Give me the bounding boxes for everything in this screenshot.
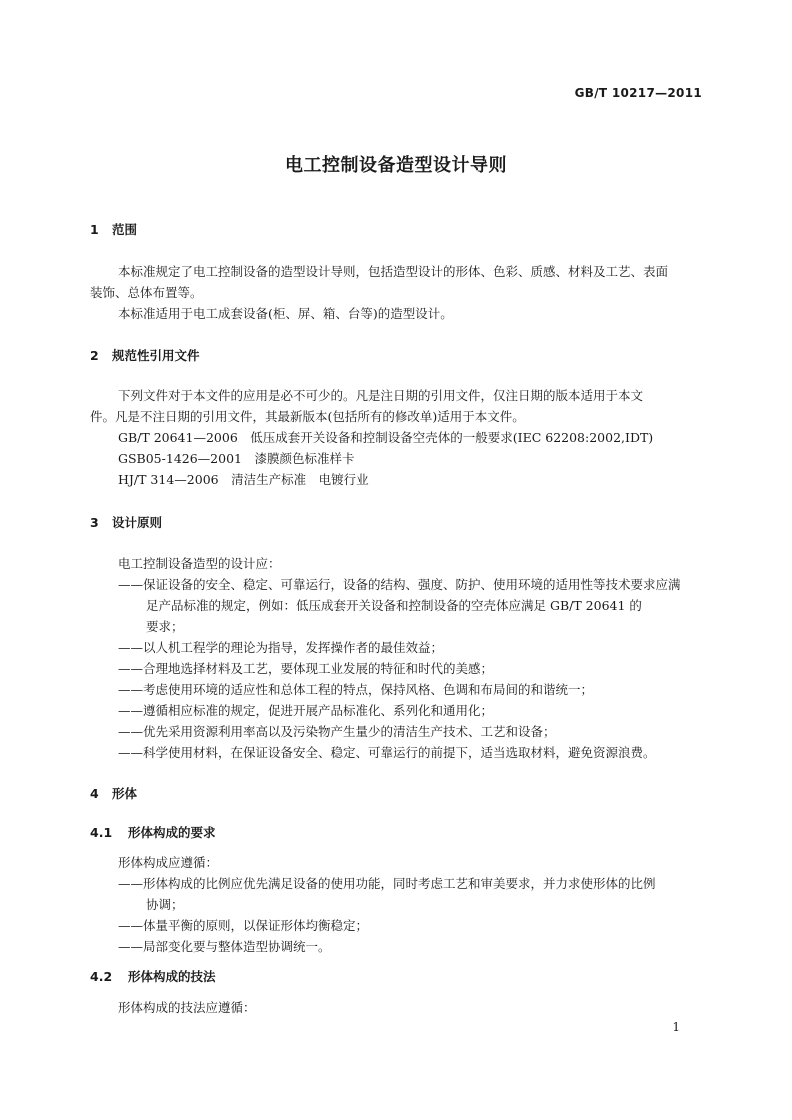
reference-item: GSB05-1426—2001 漆膜颜色标准样卡 [118,451,355,466]
section-title: 形体 [112,786,138,801]
paragraph-line: 件。凡是不注日期的引用文件，其最新版本(包括所有的修改单)适用于本文件。 [90,409,525,424]
section-3-heading [90,513,162,531]
list-item-continuation: 协调； [146,897,184,912]
list-item: ——优先采用资源利用率高以及污染物产生量少的清洁生产技术、工艺和设备； [118,724,556,739]
section-number: 1 [90,222,99,237]
list-item-continuation: 足产品标准的规定，例如：低压成套开关设备和控制设备的空壳体应满足 GB/T 20641 的 [146,598,642,613]
page-title: 电工控制设备造型设计导则 [285,155,507,176]
paragraph-line: 本标准适用于电工成套设备(柜、屏、箱、台等)的造型设计。 [118,306,453,321]
paragraph-line: 本标准规定了电工控制设备的造型设计导则，包括造型设计的形体、色彩、质感、材料及工艺、表面 [118,264,669,279]
section-title: 范围 [112,222,138,237]
reference-item: GB/T 20641—2006 低压成套开关设备和控制设备空壳体的一般要求(IEC 62208:2002,IDT) [118,430,654,445]
subsection-title: 形体构成的技法 [128,969,216,984]
paragraph-line: 下列文件对于本文件的应用是必不可少的。凡是注日期的引用文件，仅注日期的版本适用于本文 [118,388,644,403]
subsection-4-1-heading [90,823,216,841]
list-item: ——考虑使用环境的适应性和总体工程的特点，保持风格、色调和布局间的和谐统一； [118,682,594,697]
section-1-heading [90,220,137,238]
subsection-number: 4.1 [90,825,113,840]
list-item: ——局部变化要与整体造型协调统一。 [118,939,331,954]
section-title: 规范性引用文件 [112,348,200,363]
paragraph-line: 电工控制设备造型的设计应： [118,556,281,571]
standard-code: GB/T 10217—2011 [574,86,702,100]
paragraph-line: 形体构成应遵循： [118,855,219,870]
list-item: ——保证设备的安全、稳定、可靠运行，设备的结构、强度、防护、使用环境的适用性等技术要求应满 [118,577,681,592]
section-4-heading [90,784,137,802]
reference-item: HJ/T 314—2006 清洁生产标准 电镀行业 [118,472,369,487]
list-item: ——合理地选择材料及工艺，要体现工业发展的特征和时代的美感； [118,661,494,676]
section-number: 3 [90,515,99,530]
list-item-continuation: 要求； [146,619,184,634]
section-title: 设计原则 [112,515,163,530]
paragraph-line: 装饰、总体布置等。 [90,285,203,300]
section-number: 2 [90,348,99,363]
list-item: ——体量平衡的原则，以保证形体均衡稳定； [118,918,369,933]
subsection-4-2-heading [90,967,216,985]
section-number: 4 [90,786,99,801]
subsection-number: 4.2 [90,969,113,984]
list-item: ——以人机工程学的理论为指导，发挥操作者的最佳效益； [118,640,444,655]
list-item: ——形体构成的比例应优先满足设备的使用功能，同时考虑工艺和审美要求，并力求使形体的比例 [118,876,656,891]
list-item: ——遵循相应标准的规定，促进开展产品标准化、系列化和通用化； [118,703,494,718]
list-item: ——科学使用材料，在保证设备安全、稳定、可靠运行的前提下，适当选取材料，避免资源浪费。 [118,745,656,760]
section-2-heading [90,346,200,364]
paragraph-line: 形体构成的技法应遵循： [118,1000,256,1015]
page-number: 1 [672,1020,680,1034]
subsection-title: 形体构成的要求 [128,825,216,840]
